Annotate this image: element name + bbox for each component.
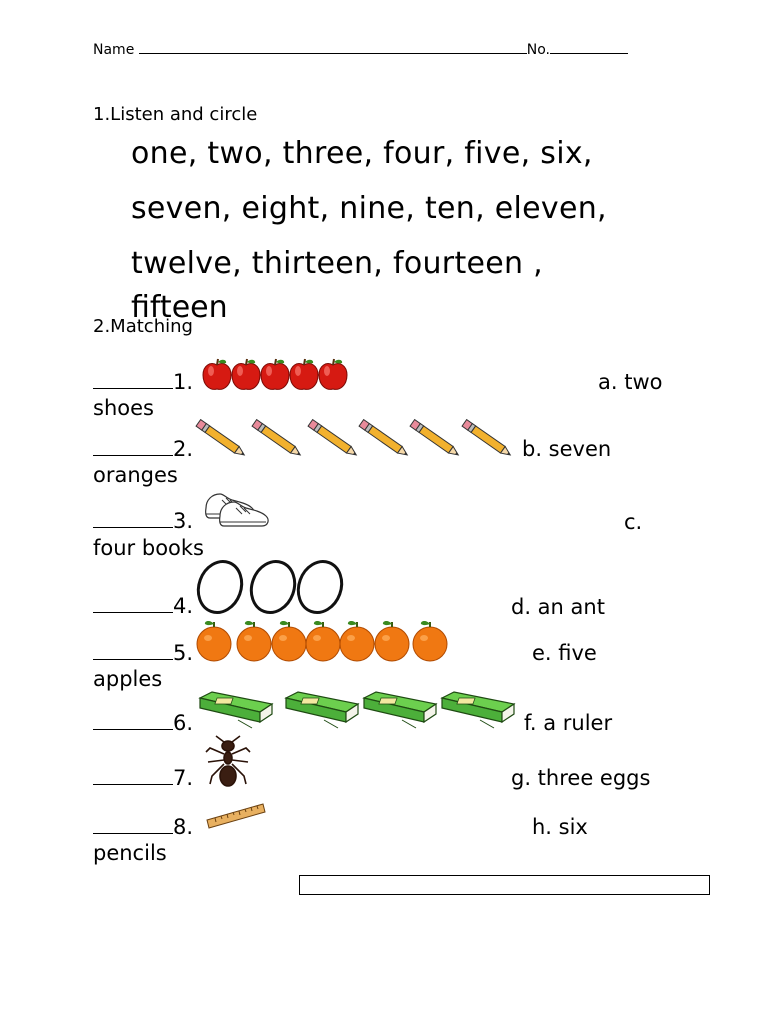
choice-e-wrap: apples: [93, 667, 163, 691]
name-line: [93, 42, 628, 58]
ant-picture: [204, 736, 252, 790]
orange-icon: [413, 621, 447, 661]
book-icon: [364, 692, 436, 728]
choice-f: f. a ruler: [524, 711, 613, 735]
ruler-picture: [205, 802, 267, 832]
item-number-2: 2.: [173, 437, 194, 461]
pencils-picture: [196, 418, 516, 458]
choice-h-wrap: pencils: [93, 841, 167, 865]
item-number-6: 6.: [173, 711, 194, 735]
number-words-line-4: [131, 290, 331, 325]
book-icon: [442, 692, 514, 728]
match-row-7: [93, 766, 193, 790]
answer-blank-3[interactable]: [93, 510, 173, 528]
item-number-8: 8.: [173, 815, 194, 839]
choice-a: a. two: [598, 370, 663, 394]
number-words-line-1: one, two, three, four, five, six,: [131, 136, 593, 171]
number-words-line-3: twelve, thirteen, fourteen ,: [131, 246, 544, 281]
orange-icon: [375, 621, 409, 661]
egg-icon: [244, 555, 301, 618]
match-row-1: [93, 370, 193, 394]
shoes-picture: [202, 486, 274, 532]
item-number-5: 5.: [173, 641, 194, 665]
choice-b: b. seven: [522, 437, 612, 461]
choice-d: d. an ant: [511, 595, 605, 619]
apple-icon: [319, 359, 347, 389]
choice-h: h. six: [532, 815, 588, 839]
choice-g: g. three eggs: [511, 766, 651, 790]
answer-box[interactable]: [299, 875, 710, 895]
match-row-4: [93, 594, 193, 618]
apple-icon: [290, 359, 318, 389]
answer-blank-2[interactable]: [93, 438, 173, 456]
section-2-title: 2.Matching: [93, 316, 193, 337]
item-number-3: 3.: [173, 509, 194, 533]
eggs-picture: [196, 558, 348, 616]
answer-blank-7[interactable]: [93, 767, 173, 785]
orange-icon: [272, 621, 306, 661]
choice-c: c.: [624, 510, 643, 534]
egg-icon: [291, 555, 348, 618]
match-row-5: [93, 641, 193, 665]
number-words-line-2: seven, eight, nine, ten, eleven,: [131, 191, 607, 226]
choice-b-wrap: oranges: [93, 463, 178, 487]
ruler-icon: [207, 804, 265, 828]
apple-icon: [203, 359, 231, 389]
answer-blank-8[interactable]: [93, 816, 173, 834]
orange-icon: [237, 621, 271, 661]
pencil-icon: [462, 420, 512, 459]
pencil-icon: [252, 420, 302, 459]
match-row-8: [93, 815, 193, 839]
orange-icon: [197, 621, 231, 661]
answer-blank-6[interactable]: [93, 712, 173, 730]
ant-icon: [206, 736, 250, 786]
apples-picture: [202, 358, 350, 392]
oranges-picture: [196, 618, 452, 662]
choice-e: e. five: [532, 641, 597, 665]
pencil-icon: [410, 420, 460, 459]
books-picture: [198, 690, 518, 732]
item-number-7: 7.: [173, 766, 194, 790]
answer-blank-5[interactable]: [93, 642, 173, 660]
number-words-line-4-text: fifteen: [131, 290, 228, 325]
book-icon: [200, 692, 272, 728]
choice-c-wrap: four books: [93, 536, 204, 560]
name-label: Name: [93, 42, 135, 58]
pencil-icon: [308, 420, 358, 459]
orange-icon: [306, 621, 340, 661]
item-number-4: 4.: [173, 594, 194, 618]
match-row-2: [93, 437, 193, 461]
apple-icon: [232, 359, 260, 389]
answer-blank-1[interactable]: [93, 371, 173, 389]
number-field[interactable]: [550, 42, 628, 54]
section-1-title: 1.Listen and circle: [93, 104, 258, 125]
name-field[interactable]: [139, 42, 527, 54]
book-icon: [286, 692, 358, 728]
egg-icon: [191, 555, 248, 618]
answer-blank-4[interactable]: [93, 595, 173, 613]
pencil-icon: [196, 420, 246, 459]
choice-a-wrap: shoes: [93, 396, 154, 420]
apple-icon: [261, 359, 289, 389]
orange-icon: [340, 621, 374, 661]
number-label: No.: [526, 42, 551, 58]
match-row-6: [93, 711, 193, 735]
item-number-1: 1.: [173, 370, 194, 394]
pencil-icon: [359, 420, 409, 459]
match-row-3: [93, 509, 193, 533]
